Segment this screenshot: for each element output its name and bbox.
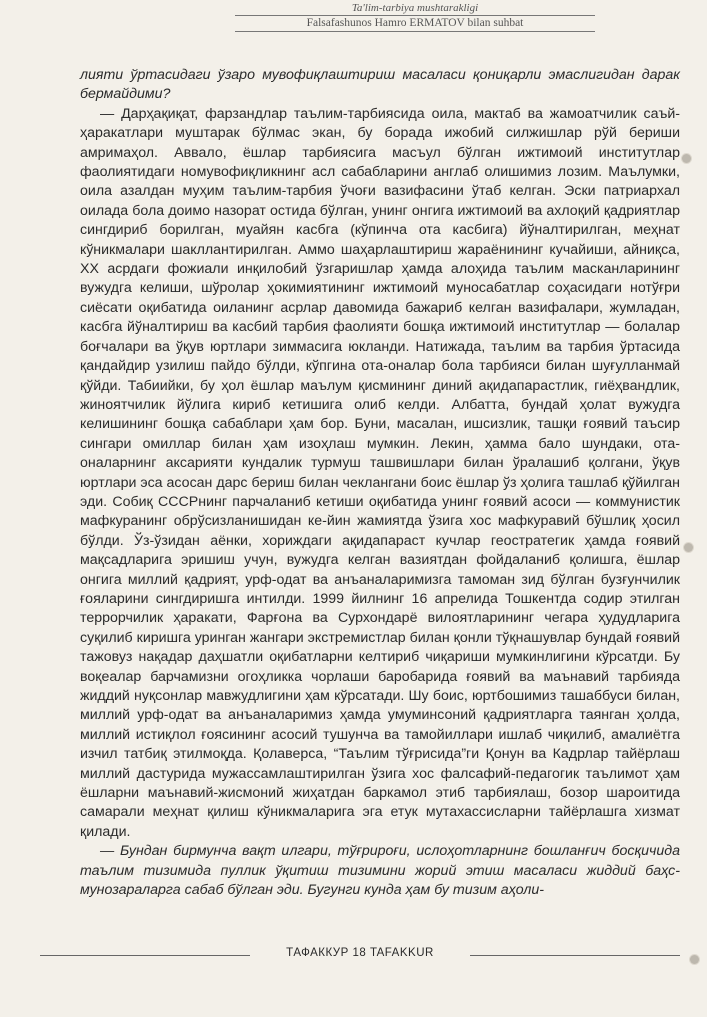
header-section-title: Ta'lim-tarbiya mushtarakligi xyxy=(351,2,479,14)
footer-rule-left xyxy=(40,955,250,956)
question-continuation: лияти ўртасидаги ўзаро мувофиқлаштириш масаласи қониқарли эмаслигидан дарак бермайдими? xyxy=(80,67,680,103)
answer-paragraph: — Дарҳақиқат, фарзандлар таълим-тарбиясида оила, мактаб ва жамоатчилик саъй-ҳаракатлари муштарак бўлмас экан, бу борада ижобий силжишлар рўй бериши амримаҳол. Аввало, ёшлар тарбиясига масъул бўлган ижтимоий институтлар фаолиятидаги номувофиқликнинг асл сабабларини англаб олишимиз лозим. Маълумки, оила азалдан муҳим таълим-тарбия ўчоғи вазифасини ўтаб келган. Эски патриархал оилада бола доимо назорат остида бўлган, унинг онгига ижтимоий ва ахлоқий қадриятлар сингдириб борилган, муайян касбга (кўпинча ота касбига) йўналтирилган, меҳнат кўникмалари шакллантирилган. Аммо шаҳарлаштириш жараёнининг кучайиши, айниқса, XX асрдаги фожиали инқилобий ўзгаришлар ҳамда алоҳида таълим масканларининг вужудга келиши, шўролар ҳокимиятининг ижтимоий муносабатлар соҳасидаги нотўғри сиёсати оқибатида оиланинг асрлар давомида бажариб келган вазифалари, жумладан, касбга йўналтириш ва касбий тарбия фаолияти бошқа ижтимоий институтлар — болалар боғчалари ва ўқув юртлари зиммасига юкланди. Натижада, таълим ва тарбия ўртасида қандайдир узилиш пайдо бўлди, кўпгина ота-оналар бола тарбияси билан шуғулланмай қўйди. Табиийки, бу ҳол ёшлар маълум қисмининг диний ақидапарастлик, гиёҳвандлик, жиноятчилик йўлига кириб кетишига олиб келди. Албатта, бундай ҳолат вужудга келишининг бошқа сабаблари ҳам бор. Буни, масалан, ишсизлик, ташқи ғоявий таъсир сингари омиллар билан ҳам изоҳлаш мумкин. Лекин, ҳамма бало шундаки, ота-оналарнинг аксарияти кундалик турмуш ташвишлари билан ўралашиб қолгани, ўқув юртлари эса асосан дарс бериш билан чеклангани боис ёшлар ўз ҳолига ташлаб қўйилган эди. Собиқ СССРнинг парчаланиб кетиши оқибатида унинг ғоявий асоси — коммунистик мафкуранинг обрўсизланишидан ке-йин жамиятда ўзига хос мафкуравий бўшлиқ ҳосил бўлди. Ўз-ўзидан аёнки, хориждаги ақидапараст кучлар геостратегик ҳамда ғоявий мақсадларига эришиш учун, вужудга келган вазиятдан фойдаланиб қолишга, ёшлар онгига миллий қадрият, урф-одат ва анъаналаримизга тамоман зид бўлган бузғунчилик ғояларини сингдиришга интилди. 1999 йилнинг 16 апрелида Тошкентда содир этилган террорчилик ҳаракати, Фарғона ва Сурхондарё вилоятларининг чегара ҳудудларига суқилиб киришга уринган жангари экстремистлар билан қонли тўқнашувлар бундай ғоявий тажовуз нақадар даҳшатли оқибатларни келтириб чиқариши мумкинлигини кўрсатди. Бу воқеалар барчамизни огоҳликка чорлаши баробарида ғоявий ва маънавий тарбияда жиддий нуқсонлар мавжудлигини ҳам кўрсатади. Шу боис, юртбошимиз ташаббуси билан, миллий урф-одат ва анъаналаримиз ҳамда умуминсоний қадриятларга таянган ҳолда, миллий истиқлол ғоясининг асосий тушунча ва тамойиллари ишлаб чиқилиб, амалиётга изчил татбиқ этилмоқда. Қолаверса, “Таълим тўғрисида”ги Қонун ва Кадрлар тайёрлаш миллий дастурида мужассамлаштирилган ўзига хос фалсафий-педагогик таълимот ҳам ёшларни маънавий-жисмоний жиҳатдан баркамол этиб тарбиялаш, бозор шароитида самарали меҳнат қилиш кўникмаларига эга етук мутахассисларни тайёрлашга хизмат қилади. xyxy=(80,105,680,840)
header-subtitle: Falsafashunos Hamro ERMATOV bilan suhbat xyxy=(306,17,524,29)
binder-hole xyxy=(682,154,691,163)
next-question: — Бундан бирмунча вақт илгари, тўғрироғи, ислоҳотларнинг бошланғич босқичида таълим тизимида пуллик ўқитиш тизимини жорий этиш масаласи жиддий баҳс-мунозараларга сабаб бўлган эди. Бугунги кунда ҳам бу тизим аҳоли- xyxy=(80,843,680,899)
footer-rule-right xyxy=(470,955,680,956)
header-rule-bottom xyxy=(235,31,595,32)
page-footer xyxy=(40,947,680,963)
running-header xyxy=(215,0,615,32)
binder-hole xyxy=(690,955,699,964)
article-body xyxy=(80,66,680,900)
footer-page-label: ТАФАККУР 18 TAFAKKUR xyxy=(286,947,434,959)
binder-hole xyxy=(684,543,693,552)
